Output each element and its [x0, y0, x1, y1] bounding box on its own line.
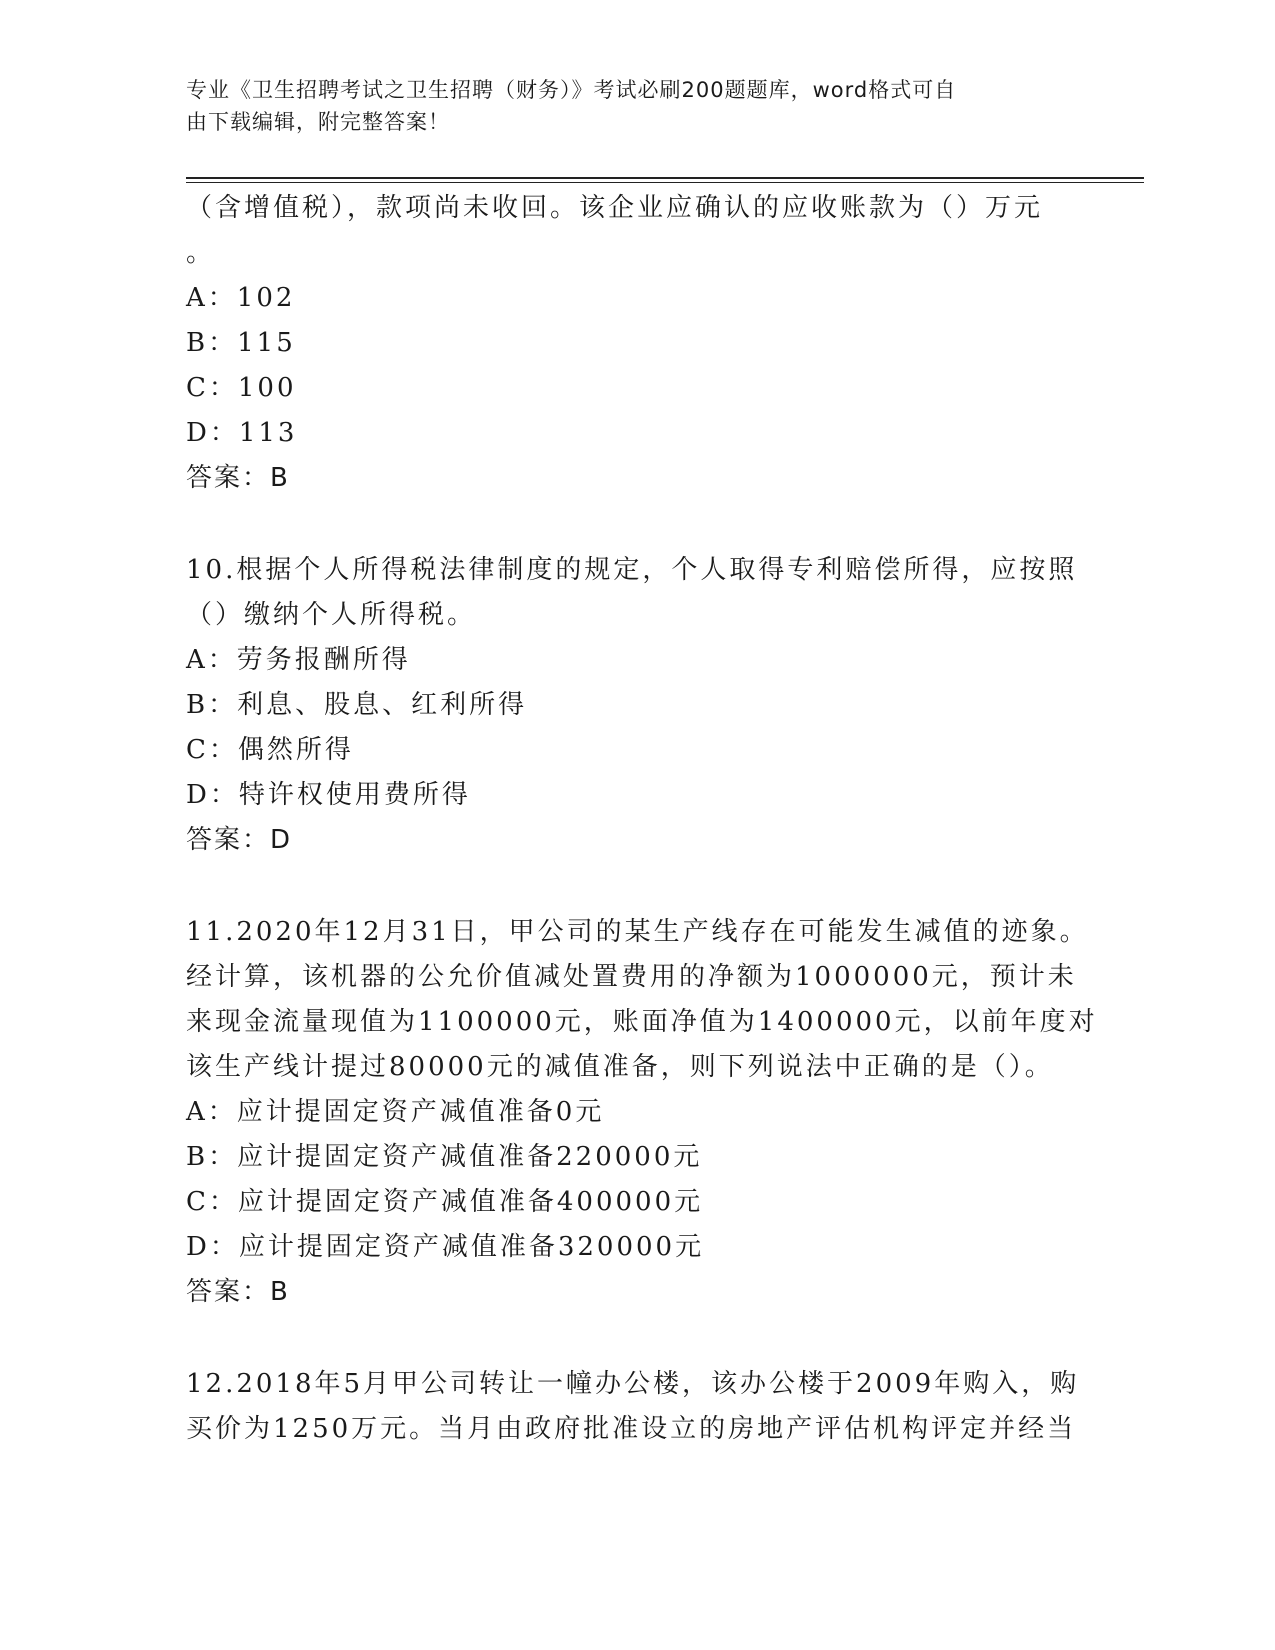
question-11: [186, 910, 1098, 1315]
question-text-line: 买价为1250万元。当月由政府批准设立的房地产评估机构评定并经当: [186, 1414, 1077, 1444]
option-c: C：偶然所得: [186, 735, 354, 765]
option-a: A：劳务报酬所得: [186, 645, 411, 675]
option-d: D：113: [186, 418, 298, 448]
header-line-2: 由下载编辑，附完整答案！: [186, 110, 450, 134]
answer-line: 答案：B: [186, 463, 290, 493]
option-a: A：102: [186, 283, 296, 313]
option-b: B：应计提固定资产减值准备220000元: [186, 1142, 703, 1172]
header-rule-thick: [186, 177, 1144, 179]
question-text-line: 12.2018年5月甲公司转让一幢办公楼，该办公楼于2009年购入，购: [186, 1369, 1080, 1399]
document-header: [186, 74, 1066, 138]
question-text-line: 该生产线计提过80000元的减值准备，则下列说法中正确的是（）。: [186, 1052, 1054, 1082]
question-text-line: 。: [186, 238, 216, 268]
option-b: B：115: [186, 328, 296, 358]
option-c: C：应计提固定资产减值准备400000元: [186, 1187, 704, 1217]
header-rule-thin: [186, 182, 1144, 183]
option-b: B：利息、股息、红利所得: [186, 690, 528, 720]
option-d: D：特许权使用费所得: [186, 780, 471, 810]
question-text-line: （）缴纳个人所得税。: [186, 600, 477, 630]
question-text-line: 11.2020年12月31日，甲公司的某生产线存在可能发生减值的迹象。: [186, 917, 1089, 947]
question-text-line: 经计算，该机器的公允价值减处置费用的净额为1000000元，预计未: [186, 962, 1077, 992]
answer-line: 答案：B: [186, 1277, 290, 1307]
question-12: [186, 1362, 1080, 1452]
document-body: [186, 186, 1098, 1452]
header-line-1: 专业《卫生招聘考试之卫生招聘（财务）》考试必刷200题题库，word格式可自: [186, 78, 957, 102]
question-text-line: （含增值税），款项尚未收回。该企业应确认的应收账款为（）万元: [186, 193, 1044, 223]
question-continued: [186, 186, 1066, 501]
question-10: [186, 548, 1078, 863]
option-d: D：应计提固定资产减值准备320000元: [186, 1232, 705, 1262]
answer-line: 答案：D: [186, 825, 293, 855]
option-c: C：100: [186, 373, 297, 403]
question-text-line: 10.根据个人所得税法律制度的规定，个人取得专利赔偿所得，应按照: [186, 555, 1078, 585]
question-text-line: 来现金流量现值为1100000元，账面净值为1400000元，以前年度对: [186, 1007, 1098, 1037]
option-a: A：应计提固定资产减值准备0元: [186, 1097, 605, 1127]
